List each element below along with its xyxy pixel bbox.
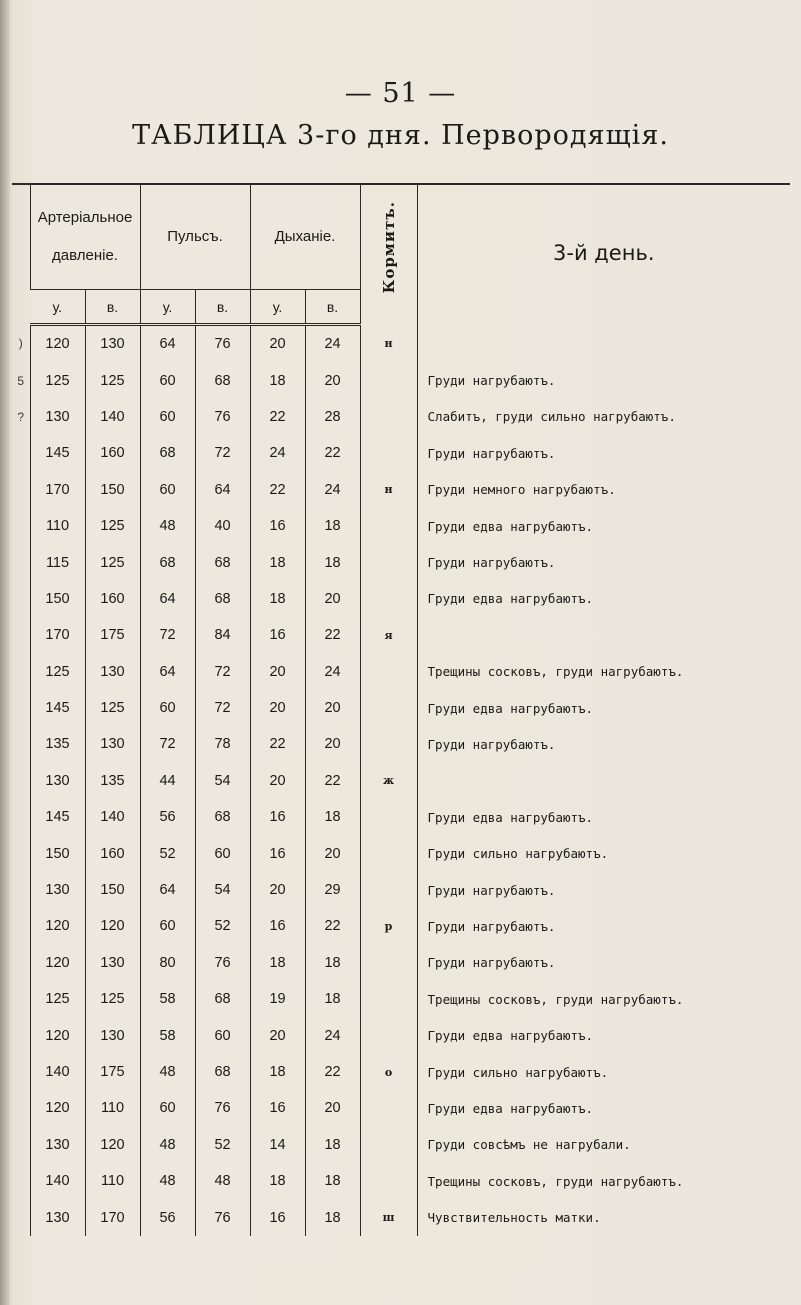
pressure-evening-cell: 160 — [85, 835, 140, 871]
row-index: ? — [17, 409, 25, 424]
breathing-header: Дыханіе. — [250, 184, 360, 290]
breathing-evening-cell: 18 — [305, 508, 360, 544]
feeds-letter-cell: ж — [360, 763, 417, 799]
pressure-evening-cell: 140 — [85, 799, 140, 835]
feeds-letter-cell — [360, 399, 417, 435]
row-index — [12, 617, 30, 653]
pressure-evening-header: в. — [85, 290, 140, 325]
pressure-morning-cell: 145 — [30, 799, 85, 835]
remark-cell: Груди едва нагрубаютъ. — [417, 581, 790, 617]
pressure-morning-cell: 120 — [30, 1090, 85, 1126]
pulse-evening-cell: 76 — [195, 399, 250, 435]
pulse-morning-cell: 80 — [140, 945, 195, 981]
pressure-evening-cell: 125 — [85, 362, 140, 398]
pressure-evening-cell: 110 — [85, 1090, 140, 1126]
pulse-evening-cell: 76 — [195, 1090, 250, 1126]
pressure-morning-cell: 170 — [30, 617, 85, 653]
feeds-letter-cell — [360, 1127, 417, 1163]
pulse-evening-cell: 72 — [195, 690, 250, 726]
breathing-evening-cell: 22 — [305, 908, 360, 944]
breathing-evening-cell: 20 — [305, 581, 360, 617]
breathing-evening-cell: 20 — [305, 835, 360, 871]
breathing-evening-cell: 24 — [305, 1017, 360, 1053]
breathing-morning-cell: 20 — [250, 690, 305, 726]
pressure-morning-cell: 125 — [30, 362, 85, 398]
table-row — [12, 508, 790, 544]
feeds-header — [360, 184, 417, 325]
feeds-letter-cell — [360, 654, 417, 690]
table-row — [12, 872, 790, 908]
row-index — [12, 1090, 30, 1126]
feeds-letter-cell — [360, 799, 417, 835]
pressure-evening-cell: 150 — [85, 872, 140, 908]
feeds-letter-cell — [360, 362, 417, 398]
pulse-morning-cell: 72 — [140, 617, 195, 653]
pulse-evening-cell: 84 — [195, 617, 250, 653]
feeds-letter-cell — [360, 1090, 417, 1126]
pressure-evening-cell: 130 — [85, 654, 140, 690]
pressure-morning-header: у. — [30, 290, 85, 325]
table-row — [12, 654, 790, 690]
breathing-evening-cell: 20 — [305, 726, 360, 762]
table-row — [12, 945, 790, 981]
breathing-evening-cell: 24 — [305, 654, 360, 690]
breathing-morning-cell: 16 — [250, 908, 305, 944]
breathing-morning-cell: 18 — [250, 1054, 305, 1090]
row-index — [12, 908, 30, 944]
book-binding-edge — [0, 0, 10, 1305]
feeds-letter-cell — [360, 544, 417, 580]
breathing-morning-cell: 24 — [250, 435, 305, 471]
pressure-evening-cell: 125 — [85, 981, 140, 1017]
pulse-evening-cell: 48 — [195, 1163, 250, 1199]
breathing-morning-cell: 18 — [250, 1163, 305, 1199]
row-index — [12, 726, 30, 762]
breathing-evening-cell: 18 — [305, 1127, 360, 1163]
row-index — [12, 981, 30, 1017]
pressure-morning-cell: 115 — [30, 544, 85, 580]
pressure-morning-cell: 130 — [30, 1199, 85, 1235]
pulse-morning-cell: 56 — [140, 1199, 195, 1235]
pulse-morning-cell: 58 — [140, 1017, 195, 1053]
table-row — [12, 399, 790, 435]
feeds-letter-cell — [360, 1163, 417, 1199]
vitals-table — [12, 183, 790, 1236]
pulse-morning-cell: 48 — [140, 508, 195, 544]
pulse-morning-cell: 48 — [140, 1163, 195, 1199]
day-header-label: 3-й день. — [553, 241, 655, 266]
pressure-header: Артеріальное давленіе. — [30, 184, 140, 290]
remark-cell: Груди нагрубаютъ. — [417, 945, 790, 981]
table-row — [12, 1199, 790, 1235]
remark-cell: Груди совсѣмъ не нагрубали. — [417, 1127, 790, 1163]
remark-cell — [417, 617, 790, 653]
table-row — [12, 1054, 790, 1090]
pressure-evening-cell: 120 — [85, 908, 140, 944]
pulse-morning-cell: 48 — [140, 1054, 195, 1090]
day-header — [417, 184, 790, 325]
pulse-evening-cell: 40 — [195, 508, 250, 544]
table-row — [12, 1163, 790, 1199]
breathing-evening-cell: 22 — [305, 435, 360, 471]
pulse-evening-cell: 64 — [195, 472, 250, 508]
pulse-morning-cell: 64 — [140, 325, 195, 363]
breathing-evening-cell: 18 — [305, 544, 360, 580]
pressure-morning-cell: 135 — [30, 726, 85, 762]
feeds-letter-cell: н — [360, 325, 417, 363]
pulse-evening-cell: 60 — [195, 835, 250, 871]
pulse-morning-cell: 60 — [140, 399, 195, 435]
table-row — [12, 1017, 790, 1053]
pressure-morning-cell: 145 — [30, 435, 85, 471]
pressure-morning-cell: 120 — [30, 325, 85, 363]
pulse-evening-cell: 76 — [195, 945, 250, 981]
row-index: ) — [18, 336, 23, 351]
row-index — [12, 1017, 30, 1053]
remark-cell — [417, 763, 790, 799]
pulse-evening-cell: 68 — [195, 981, 250, 1017]
pulse-evening-header: в. — [195, 290, 250, 325]
breathing-evening-cell: 18 — [305, 1199, 360, 1235]
breathing-evening-cell: 18 — [305, 1163, 360, 1199]
pressure-evening-cell: 110 — [85, 1163, 140, 1199]
remark-cell: Груди едва нагрубаютъ. — [417, 508, 790, 544]
breathing-morning-cell: 20 — [250, 654, 305, 690]
table-row — [12, 726, 790, 762]
breathing-evening-cell: 29 — [305, 872, 360, 908]
pressure-morning-cell: 125 — [30, 654, 85, 690]
breathing-evening-cell: 22 — [305, 617, 360, 653]
table-row — [12, 908, 790, 944]
breathing-morning-cell: 18 — [250, 581, 305, 617]
table-row — [12, 617, 790, 653]
breathing-morning-cell: 18 — [250, 362, 305, 398]
table-row — [12, 799, 790, 835]
pressure-morning-cell: 130 — [30, 763, 85, 799]
breathing-morning-cell: 16 — [250, 835, 305, 871]
breathing-evening-cell: 18 — [305, 945, 360, 981]
feeds-letter-cell — [360, 1017, 417, 1053]
pressure-morning-cell: 140 — [30, 1054, 85, 1090]
index-column-header — [12, 184, 30, 325]
pulse-morning-cell: 58 — [140, 981, 195, 1017]
pulse-evening-cell: 68 — [195, 362, 250, 398]
feeds-letter-cell: р — [360, 908, 417, 944]
pressure-morning-cell: 130 — [30, 1127, 85, 1163]
breathing-evening-cell: 20 — [305, 1090, 360, 1126]
pressure-evening-cell: 120 — [85, 1127, 140, 1163]
breathing-evening-cell: 22 — [305, 763, 360, 799]
row-index — [12, 508, 30, 544]
breathing-morning-cell: 20 — [250, 872, 305, 908]
pulse-morning-cell: 64 — [140, 581, 195, 617]
feeds-letter-cell: о — [360, 1054, 417, 1090]
breathing-morning-cell: 16 — [250, 1090, 305, 1126]
pulse-evening-cell: 68 — [195, 1054, 250, 1090]
feeds-letter-cell: ш — [360, 1199, 417, 1235]
table-row — [12, 981, 790, 1017]
row-index — [12, 1127, 30, 1163]
remark-cell: Груди сильно нагрубаютъ. — [417, 1054, 790, 1090]
breathing-morning-cell: 16 — [250, 1199, 305, 1235]
pulse-morning-cell: 52 — [140, 835, 195, 871]
breathing-morning-cell: 20 — [250, 1017, 305, 1053]
breathing-evening-cell: 24 — [305, 325, 360, 363]
feeds-letter-cell — [360, 872, 417, 908]
pulse-evening-cell: 72 — [195, 654, 250, 690]
pulse-morning-cell: 56 — [140, 799, 195, 835]
row-index — [12, 544, 30, 580]
pressure-evening-cell: 125 — [85, 690, 140, 726]
breathing-morning-cell: 20 — [250, 325, 305, 363]
feeds-header-label: Кормитъ. — [379, 201, 398, 294]
breathing-morning-cell: 16 — [250, 508, 305, 544]
row-index — [12, 654, 30, 690]
pulse-morning-cell: 60 — [140, 472, 195, 508]
table-row — [12, 763, 790, 799]
pressure-morning-cell: 145 — [30, 690, 85, 726]
pulse-morning-cell: 64 — [140, 654, 195, 690]
breathing-morning-header: у. — [250, 290, 305, 325]
breathing-morning-cell: 19 — [250, 981, 305, 1017]
row-index — [12, 690, 30, 726]
table-row — [12, 472, 790, 508]
pressure-evening-cell: 160 — [85, 581, 140, 617]
remark-cell: Груди едва нагрубаютъ. — [417, 799, 790, 835]
remark-cell: Груди нагрубаютъ. — [417, 908, 790, 944]
pressure-morning-cell: 110 — [30, 508, 85, 544]
pressure-evening-cell: 125 — [85, 544, 140, 580]
row-index — [12, 581, 30, 617]
pulse-morning-cell: 60 — [140, 362, 195, 398]
breathing-morning-cell: 14 — [250, 1127, 305, 1163]
remark-cell: Груди нагрубаютъ. — [417, 362, 790, 398]
pressure-evening-cell: 130 — [85, 945, 140, 981]
pressure-evening-cell: 140 — [85, 399, 140, 435]
table-row — [12, 362, 790, 398]
remark-cell: Груди сильно нагрубаютъ. — [417, 835, 790, 871]
pressure-evening-cell: 170 — [85, 1199, 140, 1235]
breathing-morning-cell: 22 — [250, 726, 305, 762]
pulse-morning-cell: 60 — [140, 908, 195, 944]
remark-cell: Груди нагрубаютъ. — [417, 435, 790, 471]
row-index — [12, 872, 30, 908]
breathing-morning-cell: 18 — [250, 945, 305, 981]
pulse-morning-cell: 64 — [140, 872, 195, 908]
breathing-evening-cell: 20 — [305, 690, 360, 726]
pulse-morning-cell: 48 — [140, 1127, 195, 1163]
feeds-letter-cell — [360, 508, 417, 544]
pressure-morning-cell: 150 — [30, 581, 85, 617]
feeds-letter-cell — [360, 435, 417, 471]
breathing-morning-cell: 22 — [250, 399, 305, 435]
table-row — [12, 435, 790, 471]
pressure-morning-cell: 125 — [30, 981, 85, 1017]
pulse-evening-cell: 76 — [195, 325, 250, 363]
remark-cell: Трещины сосковъ, груди нагрубаютъ. — [417, 981, 790, 1017]
breathing-evening-cell: 20 — [305, 362, 360, 398]
remark-cell — [417, 325, 790, 363]
pressure-morning-cell: 130 — [30, 399, 85, 435]
breathing-evening-header: в. — [305, 290, 360, 325]
breathing-morning-cell: 18 — [250, 544, 305, 580]
breathing-evening-cell: 22 — [305, 1054, 360, 1090]
pressure-evening-cell: 125 — [85, 508, 140, 544]
breathing-evening-cell: 18 — [305, 981, 360, 1017]
pressure-evening-cell: 175 — [85, 1054, 140, 1090]
remark-cell: Груди нагрубаютъ. — [417, 872, 790, 908]
table-row — [12, 835, 790, 871]
pulse-evening-cell: 54 — [195, 872, 250, 908]
breathing-morning-cell: 16 — [250, 799, 305, 835]
remark-cell: Слабитъ, груди сильно нагрубаютъ. — [417, 399, 790, 435]
pressure-evening-cell: 130 — [85, 325, 140, 363]
breathing-morning-cell: 16 — [250, 617, 305, 653]
breathing-morning-cell: 22 — [250, 472, 305, 508]
pressure-morning-cell: 130 — [30, 872, 85, 908]
pulse-morning-cell: 44 — [140, 763, 195, 799]
pressure-evening-cell: 150 — [85, 472, 140, 508]
remark-cell: Груди нагрубаютъ. — [417, 544, 790, 580]
pulse-header: Пульсъ. — [140, 184, 250, 290]
table-row — [12, 690, 790, 726]
pulse-morning-cell: 68 — [140, 435, 195, 471]
pulse-evening-cell: 60 — [195, 1017, 250, 1053]
table-row — [12, 544, 790, 580]
feeds-letter-cell — [360, 835, 417, 871]
pulse-evening-cell: 76 — [195, 1199, 250, 1235]
pulse-evening-cell: 68 — [195, 581, 250, 617]
pressure-morning-cell: 120 — [30, 1017, 85, 1053]
row-index — [12, 763, 30, 799]
row-index — [12, 435, 30, 471]
remark-cell: Груди немного нагрубаютъ. — [417, 472, 790, 508]
page-title: ТАБЛИЦА 3-го дня. Первородящія. — [132, 120, 669, 151]
pulse-evening-cell: 52 — [195, 908, 250, 944]
pulse-morning-cell: 68 — [140, 544, 195, 580]
table-row — [12, 581, 790, 617]
breathing-evening-cell: 28 — [305, 399, 360, 435]
remark-cell: Груди едва нагрубаютъ. — [417, 690, 790, 726]
pressure-evening-cell: 135 — [85, 763, 140, 799]
pulse-morning-cell: 60 — [140, 690, 195, 726]
pulse-evening-cell: 52 — [195, 1127, 250, 1163]
pressure-morning-cell: 120 — [30, 908, 85, 944]
row-index — [12, 1199, 30, 1235]
row-index — [12, 945, 30, 981]
pulse-evening-cell: 72 — [195, 435, 250, 471]
pressure-morning-cell: 120 — [30, 945, 85, 981]
pulse-evening-cell: 68 — [195, 799, 250, 835]
pressure-morning-cell: 170 — [30, 472, 85, 508]
remark-cell: Груди едва нагрубаютъ. — [417, 1017, 790, 1053]
feeds-letter-cell: н — [360, 472, 417, 508]
pressure-evening-cell: 160 — [85, 435, 140, 471]
breathing-evening-cell: 24 — [305, 472, 360, 508]
pulse-evening-cell: 54 — [195, 763, 250, 799]
pulse-morning-header: у. — [140, 290, 195, 325]
breathing-morning-cell: 20 — [250, 763, 305, 799]
pressure-evening-cell: 175 — [85, 617, 140, 653]
feeds-letter-cell — [360, 945, 417, 981]
feeds-letter-cell — [360, 981, 417, 1017]
row-index — [12, 1054, 30, 1090]
feeds-letter-cell: я — [360, 617, 417, 653]
feeds-letter-cell — [360, 690, 417, 726]
remark-cell: Трещины сосковъ, груди нагрубаютъ. — [417, 654, 790, 690]
table-row — [12, 1127, 790, 1163]
pressure-evening-cell: 130 — [85, 1017, 140, 1053]
row-index — [12, 835, 30, 871]
pulse-morning-cell: 60 — [140, 1090, 195, 1126]
pressure-morning-cell: 140 — [30, 1163, 85, 1199]
remark-cell: Груди едва нагрубаютъ. — [417, 1090, 790, 1126]
remark-cell: Груди нагрубаютъ. — [417, 726, 790, 762]
page-number: — 51 — — [344, 78, 457, 109]
remark-cell: Трещины сосковъ, груди нагрубаютъ. — [417, 1163, 790, 1199]
row-index: 5 — [17, 373, 25, 388]
pressure-evening-cell: 130 — [85, 726, 140, 762]
row-index — [12, 1163, 30, 1199]
remark-cell: Чувствительность матки. — [417, 1199, 790, 1235]
table-row — [12, 1090, 790, 1126]
pulse-evening-cell: 68 — [195, 544, 250, 580]
breathing-evening-cell: 18 — [305, 799, 360, 835]
feeds-letter-cell — [360, 726, 417, 762]
row-index — [12, 472, 30, 508]
pulse-morning-cell: 72 — [140, 726, 195, 762]
pulse-evening-cell: 78 — [195, 726, 250, 762]
feeds-letter-cell — [360, 581, 417, 617]
pressure-morning-cell: 150 — [30, 835, 85, 871]
table-row — [12, 325, 790, 363]
row-index — [12, 799, 30, 835]
